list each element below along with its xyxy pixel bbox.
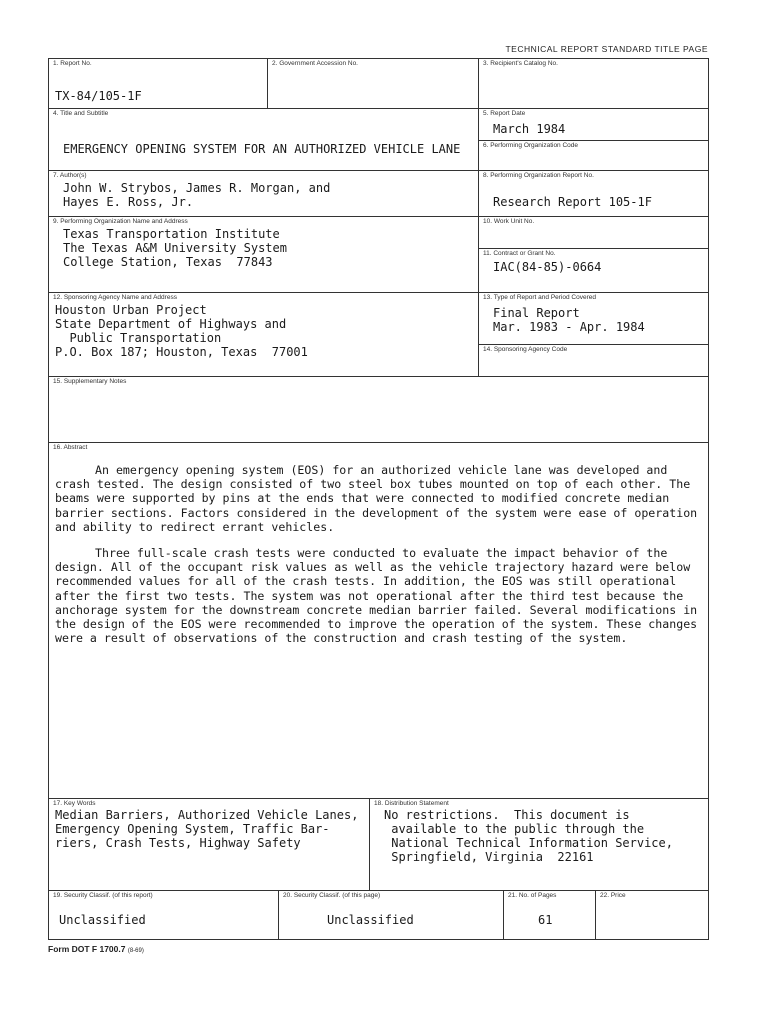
sponsor-label: 12. Sponsoring Agency Name and Address [53, 294, 177, 301]
form-frame [48, 58, 709, 940]
title-value: EMERGENCY OPENING SYSTEM FOR AN AUTHORIZED VEHICLE LANE [63, 142, 461, 156]
distribution-label: 18. Distribution Statement [374, 800, 449, 807]
page-header-title: TECHNICAL REPORT STANDARD TITLE PAGE [505, 44, 708, 54]
title-cell [48, 108, 479, 170]
report-no-value: TX-84/105-1F [55, 89, 142, 103]
price-cell [596, 890, 709, 940]
key-words-cell [48, 798, 370, 890]
perf-org-code-cell [479, 140, 709, 170]
abstract-paragraph-1: An emergency opening system (EOS) for an authorized vehicle lane was developed and crash tested. The design consisted of two steel box tubes mounted on top of each other. The beams were supported by pins at the ends that were connected to modified concrete median barrier sections. Factors considered in the development of the system were ease of operation and ability to redirect errant vehicles. [55, 463, 698, 534]
sponsor-line-2: State Department of Highways and [55, 317, 287, 331]
abstract-label: 16. Abstract [53, 444, 88, 451]
perf-org-report-label: 8. Performing Organization Report No. [483, 172, 594, 179]
report-date-label: 5. Report Date [483, 110, 526, 117]
sponsor-line-3: Public Transportation [55, 331, 222, 345]
security-report-cell [48, 890, 279, 940]
authors-cell [48, 170, 479, 216]
perf-org-line-2: The Texas A&M University System [63, 241, 287, 255]
form-revision: (8-69) [127, 948, 144, 954]
distribution-line-2: available to the public through the [384, 822, 645, 836]
perf-org-name-cell [48, 216, 479, 292]
num-pages-value: 61 [538, 913, 553, 927]
supplementary-label: 15. Supplementary Notes [53, 378, 127, 385]
report-type-label: 13. Type of Report and Period Covered [483, 294, 596, 301]
perf-org-report-cell [479, 170, 709, 216]
sponsor-cell [48, 292, 479, 376]
work-unit-cell [479, 216, 709, 248]
sponsor-code-cell [479, 344, 709, 376]
work-unit-label: 10. Work Unit No. [483, 218, 535, 225]
supplementary-cell [48, 376, 709, 442]
contract-label: 11. Contract or Grant No. [483, 250, 556, 257]
security-report-label: 19. Security Classif. (of this report) [53, 892, 153, 899]
title-label: 4. Title and Subtitle [53, 110, 109, 117]
distribution-line-1: No restrictions. This document is [384, 808, 630, 822]
report-type-line-2: Mar. 1983 - Apr. 1984 [493, 320, 645, 334]
report-date-cell [479, 108, 709, 140]
sponsor-line-1: Houston Urban Project [55, 303, 207, 317]
authors-label: 7. Author(s) [53, 172, 87, 179]
report-date-value: March 1984 [493, 122, 566, 136]
gov-accession-cell [268, 58, 479, 108]
perf-org-report-value: Research Report 105-1F [493, 195, 652, 209]
contract-value: IAC(84-85)-0664 [493, 260, 602, 274]
distribution-line-4: Springfield, Virginia 22161 [384, 850, 594, 864]
abstract-paragraph-2: Three full-scale crash tests were conducted to evaluate the impact behavior of the design. All of the occupant risk values as well as the vehicle trajectory hazard were below recommended values for all of the crash tests. In addition, the EOS was still operational after the first two tests. The system was not operational after the third test because the anchorage system for the downstream concrete median barrier failed. Several modifications in the design of the EOS were recommended to improve the operation of the system. These changes were a result of observations of the construction and crash testing of the system. [55, 546, 698, 646]
distribution-cell [370, 798, 709, 890]
security-page-label: 20. Security Classif. (of this page) [283, 892, 381, 899]
recipient-catalog-label: 3. Recipient's Catalog No. [483, 60, 558, 67]
perf-org-line-1: Texas Transportation Institute [63, 227, 280, 241]
security-page-cell [279, 890, 504, 940]
security-page-value: Unclassified [327, 913, 414, 927]
recipient-catalog-cell [479, 58, 709, 108]
form-footer [48, 944, 144, 954]
key-words-line-1: Median Barriers, Authorized Vehicle Lanes, [55, 808, 359, 822]
perf-org-line-3: College Station, Texas 77843 [63, 255, 273, 269]
form-id: Form DOT F 1700.7 [48, 944, 126, 954]
num-pages-cell [504, 890, 596, 940]
distribution-line-3: National Technical Information Service, [384, 836, 673, 850]
sponsor-line-4: P.O. Box 187; Houston, Texas 77001 [55, 345, 308, 359]
sponsor-code-label: 14. Sponsoring Agency Code [483, 346, 568, 353]
price-label: 22. Price [600, 892, 626, 899]
key-words-line-3: riers, Crash Tests, Highway Safety [55, 836, 301, 850]
key-words-label: 17. Key Words [53, 800, 96, 807]
report-type-line-1: Final Report [493, 306, 580, 320]
perf-org-name-label: 9. Performing Organization Name and Address [53, 218, 188, 225]
abstract-text [55, 463, 705, 657]
abstract-cell [48, 442, 709, 798]
gov-accession-label: 2. Government Accession No. [272, 60, 358, 67]
perf-org-code-label: 6. Performing Organization Code [483, 142, 579, 149]
key-words-line-2: Emergency Opening System, Traffic Bar- [55, 822, 330, 836]
authors-line-2: Hayes E. Ross, Jr. [63, 195, 194, 209]
authors-line-1: John W. Strybos, James R. Morgan, and [63, 181, 331, 195]
security-report-value: Unclassified [59, 913, 146, 927]
report-no-cell [48, 58, 268, 108]
report-no-label: 1. Report No. [53, 60, 92, 67]
report-type-cell [479, 292, 709, 344]
contract-cell [479, 248, 709, 292]
num-pages-label: 21. No. of Pages [508, 892, 557, 899]
